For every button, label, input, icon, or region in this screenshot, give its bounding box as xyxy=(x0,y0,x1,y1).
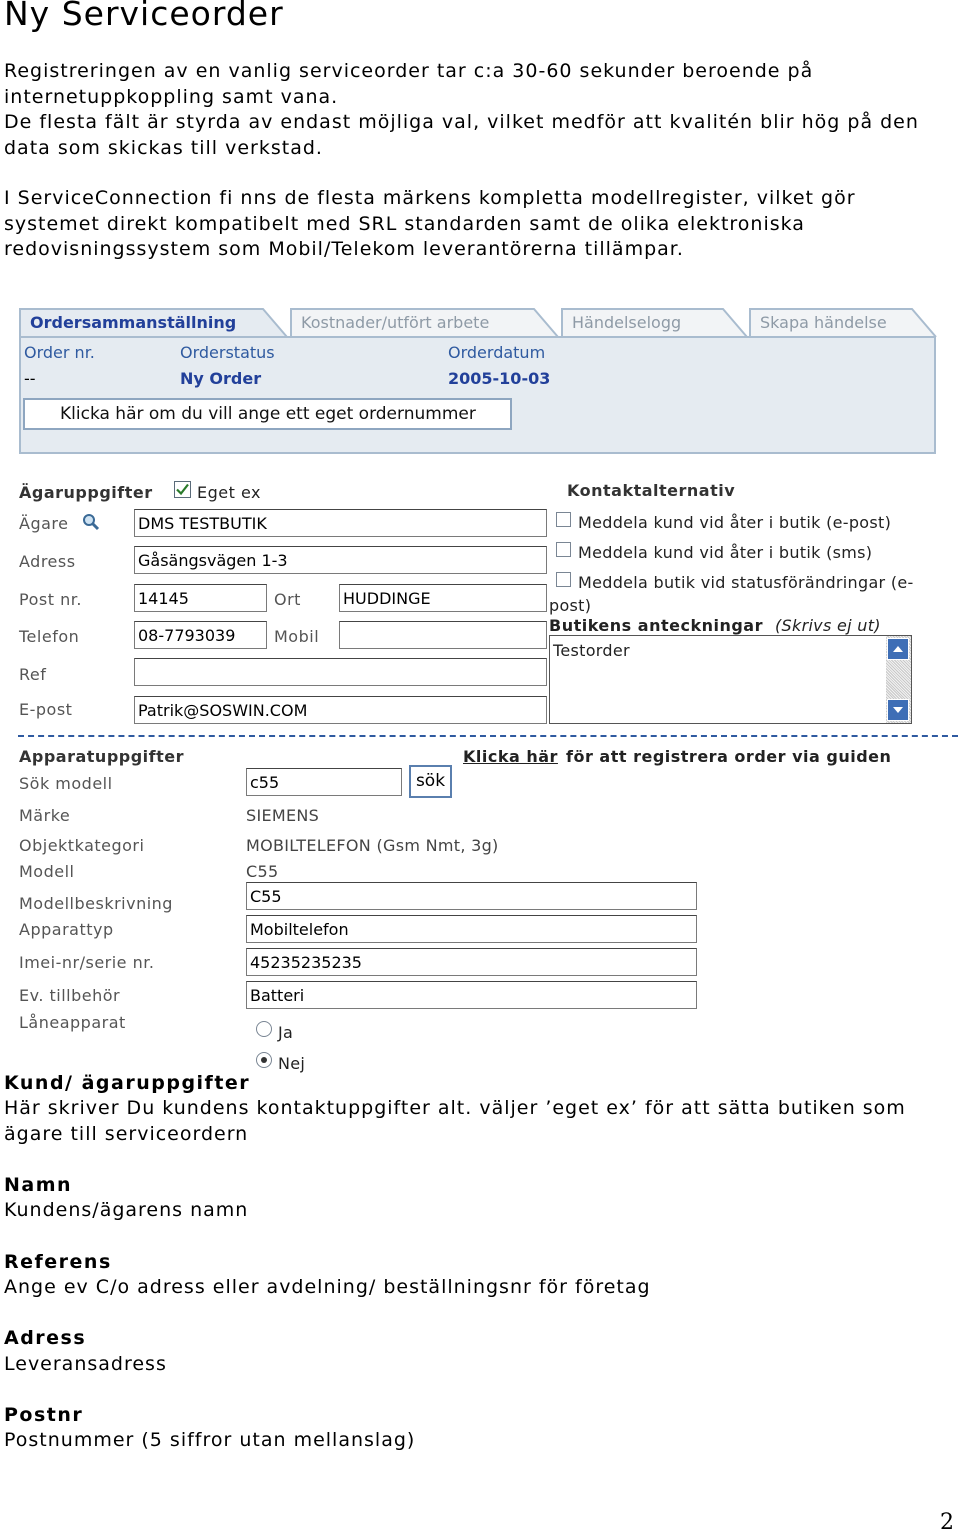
order-nr-label: Order nr. xyxy=(24,343,95,362)
owner-heading: Ägaruppgifter xyxy=(19,483,153,502)
address-heading: Adress xyxy=(4,1327,87,1349)
own-copy-label: Eget ex xyxy=(197,483,261,502)
own-order-number-button[interactable]: Klicka här om du vill ange ett eget ordernummer xyxy=(23,398,512,430)
brand-label: Märke xyxy=(19,806,71,825)
notify-customer-email-label: Meddela kund vid åter i butik (e-post) xyxy=(578,513,892,532)
page-number: 2 xyxy=(940,1510,954,1535)
intro-line: redovisningssystem som Mobil/Telekom leverantörerna tillämpar. xyxy=(4,238,684,260)
order-status-label: Orderstatus xyxy=(180,343,275,362)
guide-text: för att registrera order via guiden xyxy=(566,747,892,766)
intro-line: I ServiceConnection fi nns de flesta märkens kompletta modellregister, vilket gör xyxy=(4,187,856,209)
email-input[interactable]: Patrik@SOSWIN.COM xyxy=(134,696,547,724)
notes-textarea[interactable] xyxy=(549,635,912,724)
order-date-label: Orderdatum xyxy=(448,343,546,362)
search-icon[interactable] xyxy=(82,513,100,531)
phone-label: Telefon xyxy=(19,627,80,646)
address-label: Adress xyxy=(19,552,76,571)
intro-line: Registreringen av en vanlig serviceorder tar c:a 30-60 sekunder beroende på xyxy=(4,60,814,82)
section-divider xyxy=(18,735,958,737)
category-value: MOBILTELEFON (Gsm Nmt, 3g) xyxy=(246,836,499,855)
email-label: E-post xyxy=(19,700,73,719)
model-desc-label: Modellbeskrivning xyxy=(19,894,173,913)
intro-line: internetuppkoppling samt vana. xyxy=(4,85,339,108)
tab-label: Skapa händelse xyxy=(760,313,887,332)
tab-handelselogg[interactable] xyxy=(561,308,749,336)
customer-text: Här skriver Du kundens kontaktuppgifter alt. väljer ’eget ex’ för att sätta butiken som xyxy=(4,1097,906,1119)
name-text: Kundens/ägarens namn xyxy=(4,1199,249,1221)
loan-device-label: Låneapparat xyxy=(19,1013,126,1032)
zip-heading: Postnr xyxy=(4,1404,84,1426)
tab-label: Kostnader/utfört arbete xyxy=(301,313,490,332)
reference-heading: Referens xyxy=(4,1251,112,1273)
address-input[interactable]: Gåsängsvägen 1-3 xyxy=(134,546,547,574)
accessory-input[interactable]: Batteri xyxy=(246,981,697,1009)
notify-customer-sms-checkbox[interactable] xyxy=(556,542,571,557)
model-desc-input[interactable]: C55 xyxy=(246,882,697,910)
own-copy-checkbox[interactable] xyxy=(174,481,191,498)
tab-skapa-handelse[interactable] xyxy=(749,308,938,336)
notes-scrollbar[interactable] xyxy=(886,636,911,723)
mobile-input[interactable] xyxy=(339,621,547,649)
customer-heading: Kund/ ägaruppgifter xyxy=(4,1072,251,1094)
owner-label: Ägare xyxy=(19,514,69,533)
loan-yes-label: Ja xyxy=(278,1023,294,1042)
name-heading: Namn xyxy=(4,1174,73,1196)
intro-line: De flesta fält är styrda av endast möjliga val, vilket medför att kvalitén blir hög på den xyxy=(4,111,919,133)
intro-line: systemet direkt kompatibelt med SRL standarden samt de olika elektroniska xyxy=(4,212,805,235)
order-nr-value: -- xyxy=(24,369,36,388)
loan-yes-radio[interactable] xyxy=(256,1021,272,1037)
notify-store-status-label-cont: post) xyxy=(549,596,592,615)
order-date-value: 2005-10-03 xyxy=(448,369,551,388)
notes-label: Butikens anteckningar xyxy=(549,616,763,635)
intro-line: data som skickas till verkstad. xyxy=(4,136,323,159)
loan-no-radio[interactable] xyxy=(256,1052,272,1068)
loan-no-label: Nej xyxy=(278,1054,306,1073)
device-type-label: Apparattyp xyxy=(19,920,114,939)
device-heading: Apparatuppgifter xyxy=(19,747,185,766)
page-title: Ny Serviceorder xyxy=(4,0,284,33)
scroll-down-button[interactable] xyxy=(887,699,909,721)
model-label: Modell xyxy=(19,862,75,881)
order-status-value: Ny Order xyxy=(180,369,262,388)
tab-label: Ordersammanställning xyxy=(30,313,237,332)
accessory-label: Ev. tillbehör xyxy=(19,986,121,1005)
tab-label: Händelselogg xyxy=(572,313,682,332)
guide-link[interactable]: Klicka här xyxy=(463,747,558,766)
address-text: Leveransadress xyxy=(4,1353,167,1375)
tab-kostnader[interactable] xyxy=(290,308,560,336)
category-label: Objektkategori xyxy=(19,836,145,855)
city-input[interactable]: HUDDINGE xyxy=(339,584,547,612)
imei-input[interactable]: 45235235235 xyxy=(246,948,697,976)
zip-text: Postnummer (5 siffror utan mellanslag) xyxy=(4,1429,416,1451)
notify-store-status-checkbox[interactable] xyxy=(556,572,571,587)
notify-store-status-label: Meddela butik vid statusförändringar (e- xyxy=(578,573,914,592)
model-value: C55 xyxy=(246,862,279,881)
notify-customer-sms-label: Meddela kund vid åter i butik (sms) xyxy=(578,543,873,562)
search-button[interactable]: sök xyxy=(409,765,452,798)
tab-ordersammanstallning[interactable] xyxy=(19,308,289,336)
zip-input[interactable]: 14145 xyxy=(134,584,267,612)
search-model-input[interactable]: c55 xyxy=(246,768,402,796)
notify-customer-email-checkbox[interactable] xyxy=(556,512,571,527)
zip-label: Post nr. xyxy=(19,590,82,609)
customer-text: ägare till serviceordern xyxy=(4,1123,249,1145)
scroll-up-button[interactable] xyxy=(887,638,909,660)
city-label: Ort xyxy=(274,590,301,609)
brand-value: SIEMENS xyxy=(246,806,320,825)
notes-text: Testorder xyxy=(553,641,630,660)
mobile-label: Mobil xyxy=(274,627,320,646)
ref-input[interactable] xyxy=(134,658,547,686)
search-model-label: Sök modell xyxy=(19,774,113,793)
phone-input[interactable]: 08-7793039 xyxy=(134,621,267,649)
notes-hint: (Skrivs ej ut) xyxy=(775,616,881,635)
imei-label: Imei-nr/serie nr. xyxy=(19,953,155,972)
ref-label: Ref xyxy=(19,665,47,684)
device-type-input[interactable]: Mobiltelefon xyxy=(246,915,697,943)
contact-heading: Kontaktalternativ xyxy=(567,481,736,500)
owner-input[interactable]: DMS TESTBUTIK xyxy=(134,509,547,537)
reference-text: Ange ev C/o adress eller avdelning/ beställningsnr för företag xyxy=(4,1276,651,1298)
